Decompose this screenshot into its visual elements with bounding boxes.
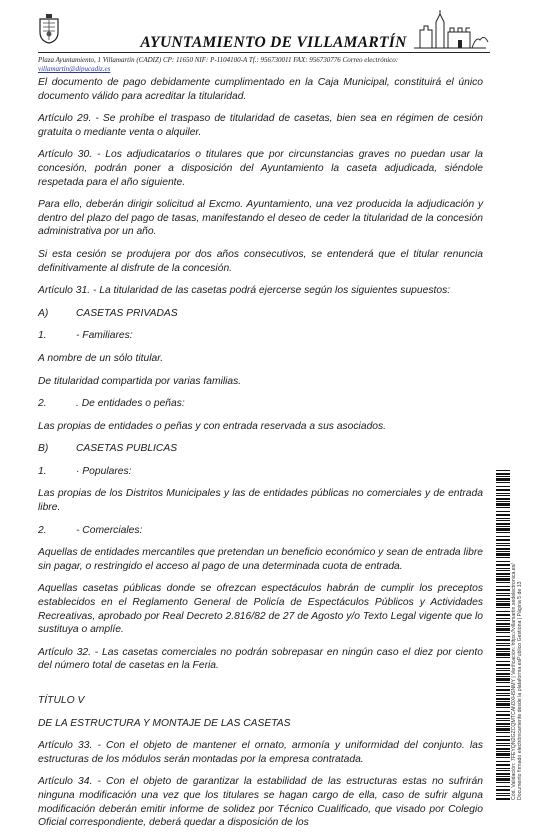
- article-31: Artículo 31. - La titularidad de las casetas podrá ejercerse según los siguientes supuestos:: [38, 285, 451, 297]
- section-a-heading: [38, 307, 483, 321]
- article-29: Artículo 29. - Se prohíbe el traspaso de titularidad de casetas, bien sea en régimen de cesión gratuita o mediante venta o alquiler.: [38, 113, 483, 138]
- document-body: [38, 76, 483, 839]
- address-line: Plaza Ayuntamiento, 1 Villamartín (CADIZ) CP: 11650 NIF: P-1104100-A Tf.: 956730011 FAX: 956730776 Correo electrónico:: [38, 56, 399, 64]
- item-number: 1.: [38, 330, 47, 342]
- item-label: · Populares:: [76, 465, 132, 477]
- section-letter: B): [38, 443, 49, 455]
- signature-line: Documento firmado electrónicamente desde la plataforma esPublico Gestiona | Página 5 de 13: [517, 581, 524, 800]
- validation-line: Cód. Validación: 7FEYQN2GZCQMTCAN3XHSNMY | Verificación: https://villamartin.sedelectronica.es/: [511, 563, 517, 800]
- item-number: 2.: [38, 398, 47, 410]
- paragraph: Si esta cesión se produjera por dos años consecutivos, se entenderá que el titular renuncia definitivamente al disfrute de la concesión.: [38, 248, 483, 274]
- section-title: CASETAS PRIVADAS: [76, 307, 178, 319]
- item-label: - Comerciales:: [76, 524, 143, 536]
- paragraph: El documento de pago debidamente cumplimentado en la Caja Municipal, constituirá el único documento válido para acreditar la titularidad.: [38, 77, 483, 102]
- item-number: 2.: [38, 524, 47, 536]
- article-30: Artículo 30. - Los adjudicatarios o titulares que por circunstancias graves no puedan usar la concesión, podrán poner a disposición del Ayuntamiento la caseta adjudicada, siéndole respetada para el año siguiente.: [38, 149, 483, 188]
- paragraph: De titularidad compartida por varias familias.: [38, 375, 242, 387]
- section-letter: A): [38, 307, 49, 319]
- item-number: 1.: [38, 465, 47, 477]
- paragraph: Las propias de entidades o peñas y con entrada reservada a sus asociados.: [38, 420, 387, 432]
- article-34: Artículo 34. - Con el objeto de garantizar la estabilidad de las estructuras estas no sufrirán ninguna modificación una vez que los titulares se hagan cargo de ella, caso de sufrir alguna modificación deberán emitir informe de solidez por Técnico Cualificado, que visado por Colegio Oficial correspondiente, deberá quedar a disposición de los: [38, 776, 483, 829]
- item-heading: [38, 524, 483, 538]
- header-rule: [38, 52, 490, 53]
- title-subheading: DE LA ESTRUCTURA Y MONTAJE DE LAS CASETAS: [38, 717, 291, 729]
- paragraph: A nombre de un sólo titular.: [38, 352, 164, 364]
- item-label: - Familiares:: [76, 330, 133, 342]
- item-heading: [38, 329, 483, 343]
- item-label: . De entidades o peñas:: [76, 398, 185, 410]
- paragraph: Aquellas de entidades mercantiles que pretendan un beneficio económico y sean de entrada libre sin pagar, o restringido el acceso al pago de una determinada cuota de entrada.: [38, 547, 483, 572]
- title-heading: TÍTULO V: [38, 695, 85, 706]
- article-33: Artículo 33. - Con el objeto de mantener el ornato, armonía y uniformidad del conjunto. las estructuras de los módulos serán montadas por la empresa contratada.: [38, 740, 483, 765]
- section-title: CASETAS PUBLICAS: [76, 443, 178, 455]
- item-heading: [38, 465, 483, 479]
- town-title: AYUNTAMIENTO DE VILLAMARTÍN: [140, 34, 407, 51]
- spacer: [38, 682, 483, 694]
- barcode-icon: [496, 470, 510, 800]
- paragraph: Para ello, deberán dirigir solicitud al Excmo. Ayuntamiento, una vez producida la adjudicación y dentro del plazo del pago de tasas, manifestando el deseo de ceder la titularidad de la concesión administrativa por un año.: [38, 199, 483, 238]
- section-b-heading: [38, 442, 483, 456]
- paragraph: Aquellas casetas públicas donde se ofrezcan espectáculos habrán de cumplir los preceptos establecidos en el Reglamento General de Policía de Espectáculos Públicos y Actividades Recreativas, aprobado por Real Decreto 2.816/82 de 27 de Agosto y/o Texto Legal vigente que lo sustituya o amplíe.: [38, 583, 483, 636]
- castle-logo-icon: [410, 8, 492, 52]
- letterhead: [0, 0, 547, 80]
- validation-stamp: [511, 470, 524, 800]
- email-link[interactable]: villamartin@dipucadiz.es: [38, 65, 111, 73]
- address-block: [38, 56, 498, 74]
- article-32: Artículo 32. - Las casetas comerciales no podrán sobrepasar en ningún caso el diez por ciento del número total de casetas en la Feria.: [38, 646, 483, 672]
- item-heading: [38, 397, 483, 411]
- paragraph: Las propias de los Distritos Municipales y las de entidades públicas no comerciales y de entrada libre.: [38, 488, 483, 514]
